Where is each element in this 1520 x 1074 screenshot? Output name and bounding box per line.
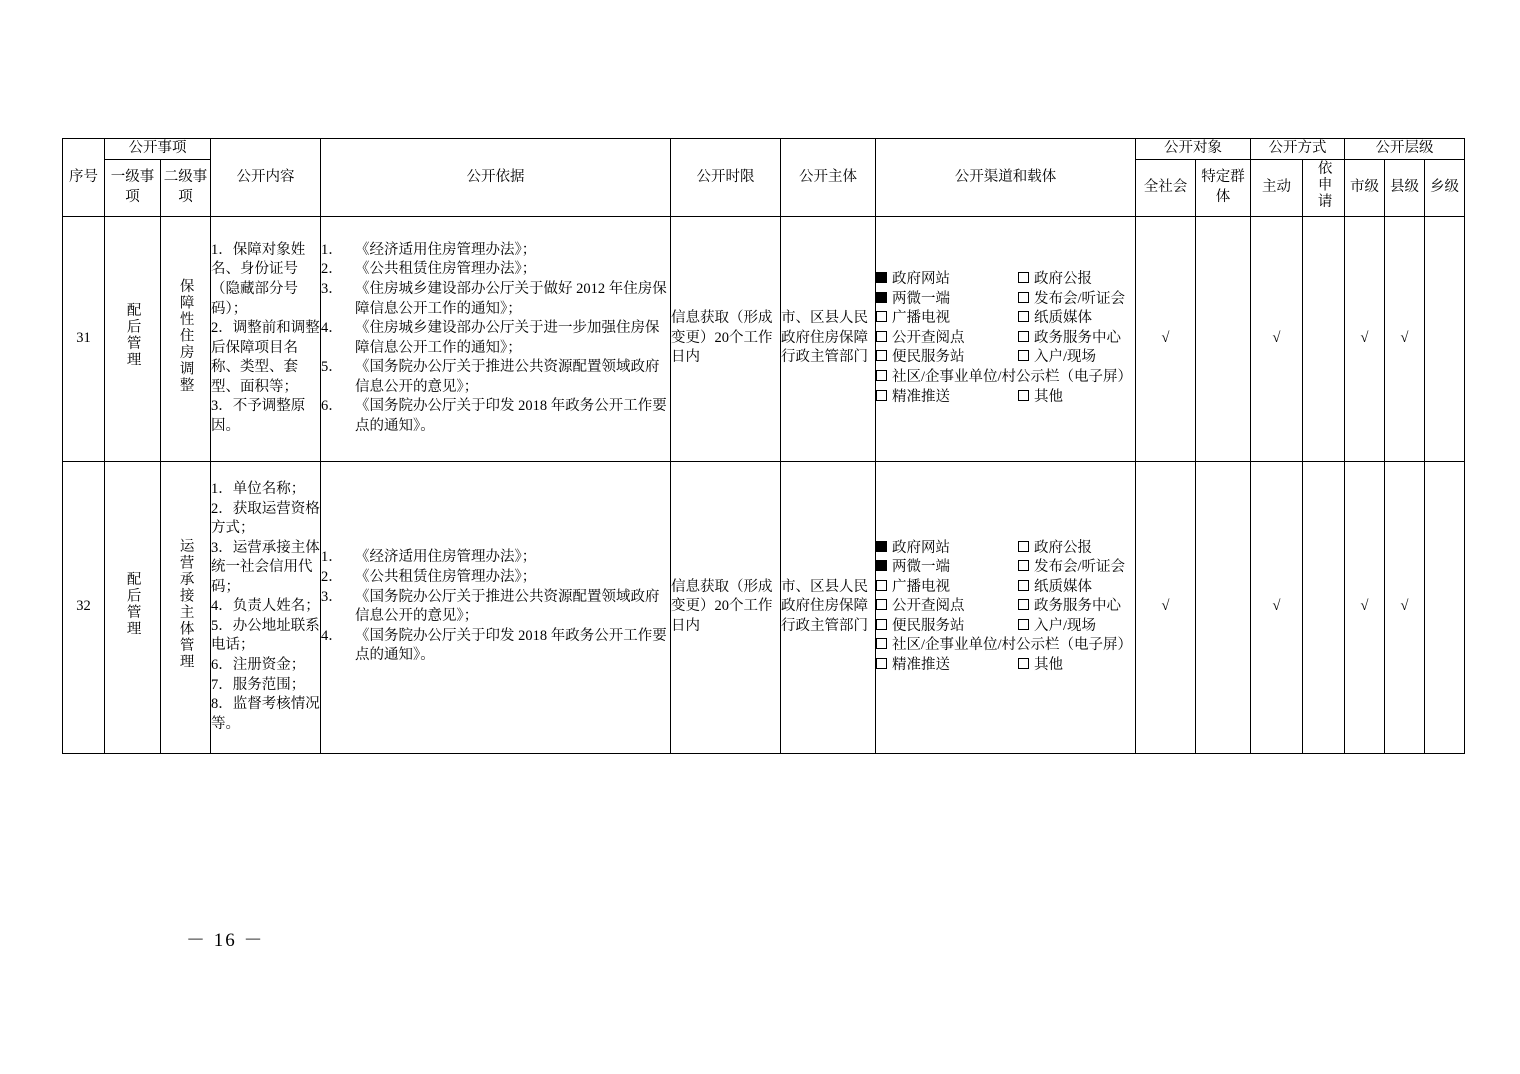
- page-number: － 16 －: [186, 930, 265, 951]
- basis-item: 3． 《住房城乡建设部办公厅关于做好 2012 年住房保障信息公开工作的通知》；: [321, 280, 667, 317]
- channel-option-two-wei-one-end[interactable]: 两微一端: [876, 558, 1018, 578]
- header-level-county: 县级: [1385, 159, 1425, 216]
- row-level-county: √: [1385, 216, 1425, 461]
- checkbox-icon[interactable]: [876, 580, 887, 591]
- channel-option-convenience-station[interactable]: 便民服务站: [876, 617, 1018, 637]
- channel-line: [876, 329, 1135, 349]
- header-subject: 公开主体: [781, 139, 876, 217]
- content-item: 3．不予调整原因。: [211, 398, 306, 434]
- checkbox-icon[interactable]: [1018, 350, 1029, 361]
- content-item: 4．负责人姓名；: [211, 598, 320, 615]
- checkbox-icon[interactable]: [876, 350, 887, 361]
- header-level2: 二级事项: [161, 159, 211, 216]
- content-item: 5．办公地址联系电话；: [211, 617, 320, 654]
- content-item: 8．监督考核情况等。: [211, 696, 320, 732]
- checkbox-icon[interactable]: [876, 272, 887, 283]
- channel-line: [876, 656, 1135, 676]
- header-method-active: 主动: [1251, 159, 1303, 216]
- row-level2: 运营承接主体管理: [161, 461, 211, 753]
- checkbox-icon[interactable]: [876, 292, 887, 303]
- content-item: 1．保障对象姓名、身份证号（隐藏部分号码）；: [211, 241, 306, 317]
- checkbox-icon[interactable]: [876, 658, 887, 669]
- header-seq: 序号: [63, 139, 105, 217]
- channel-line: [876, 309, 1135, 329]
- header-method-group: 公开方式: [1251, 139, 1345, 160]
- disclosure-table: [62, 138, 1465, 754]
- checkbox-icon[interactable]: [1018, 560, 1029, 571]
- channel-option-gov-website[interactable]: 政府网站: [876, 539, 1018, 559]
- channel-option-paper-media[interactable]: 纸质媒体: [1018, 309, 1135, 329]
- checkbox-icon[interactable]: [876, 560, 887, 571]
- header-public-item-group: 公开事项: [105, 139, 211, 160]
- channel-line: [876, 578, 1135, 598]
- row-basis: [321, 216, 671, 461]
- channel-option-other[interactable]: 其他: [1018, 656, 1135, 676]
- row-level-city: √: [1345, 216, 1385, 461]
- channel-line: [876, 539, 1135, 559]
- row-level1: 配后管理: [105, 216, 161, 461]
- row-audience-specific: [1196, 461, 1251, 753]
- table-row: [63, 216, 1465, 461]
- row-subject: 市、区县人民政府住房保障行政主管部门: [781, 216, 876, 461]
- row-level1: 配后管理: [105, 461, 161, 753]
- channel-option-press-conference[interactable]: 发布会/听证会: [1018, 290, 1135, 310]
- header-audience-specific: 特定群体: [1196, 159, 1251, 216]
- row-seq: 31: [63, 216, 105, 461]
- checkbox-icon[interactable]: [876, 638, 887, 649]
- checkbox-icon[interactable]: [1018, 390, 1029, 401]
- row-method-active: √: [1251, 461, 1303, 753]
- channel-line: [876, 636, 1135, 656]
- row-time-limit: 信息获取（形成变更）20个工作日内: [671, 461, 781, 753]
- checkbox-icon[interactable]: [1018, 599, 1029, 610]
- channel-option-other[interactable]: 其他: [1018, 388, 1135, 408]
- channel-option-community-bulletin[interactable]: 社区/企事业单位/村公示栏（电子屏）: [876, 636, 1135, 656]
- checkbox-icon[interactable]: [876, 331, 887, 342]
- channel-option-service-center[interactable]: 政务服务中心: [1018, 597, 1135, 617]
- checkbox-icon[interactable]: [1018, 331, 1029, 342]
- header-level-group: 公开层级: [1345, 139, 1465, 160]
- checkbox-icon[interactable]: [876, 541, 887, 552]
- channel-line: [876, 270, 1135, 290]
- channel-option-door-to-door[interactable]: 入户/现场: [1018, 348, 1135, 368]
- basis-item: 6． 《国务院办公厅关于印发 2018 年政务公开工作要点的通知》。: [321, 398, 667, 434]
- channel-option-paper-media[interactable]: 纸质媒体: [1018, 578, 1135, 598]
- row-content: [211, 216, 321, 461]
- channel-option-broadcast-tv[interactable]: 广播电视: [876, 578, 1018, 598]
- row-level-city: √: [1345, 461, 1385, 753]
- basis-item: 5． 《国务院办公厅关于推进公共资源配置领域政府信息公开的意见》；: [321, 359, 660, 395]
- row-basis: [321, 461, 671, 753]
- table-header-row-1: [63, 139, 1465, 160]
- checkbox-icon[interactable]: [1018, 272, 1029, 283]
- row-method-on-request: [1303, 216, 1345, 461]
- row-content: [211, 461, 321, 753]
- channel-option-convenience-station[interactable]: 便民服务站: [876, 348, 1018, 368]
- checkbox-icon[interactable]: [1018, 541, 1029, 552]
- basis-item: 1． 《经济适用住房管理办法》；: [321, 549, 537, 566]
- content-item: 3．运营承接主体统一社会信用代码；: [211, 539, 320, 595]
- channel-option-gov-website[interactable]: 政府网站: [876, 270, 1018, 290]
- content-item: 2．调整前和调整后保障项目名称、类型、套型、面积等；: [211, 320, 320, 395]
- checkbox-icon[interactable]: [1018, 292, 1029, 303]
- checkbox-icon[interactable]: [1018, 580, 1029, 591]
- checkbox-icon[interactable]: [876, 370, 887, 381]
- header-level1: 一级事项: [105, 159, 161, 216]
- channel-option-door-to-door[interactable]: 入户/现场: [1018, 617, 1135, 637]
- content-item: 1．单位名称；: [211, 480, 306, 497]
- row-time-limit: 信息获取（形成变更）20个工作日内: [671, 216, 781, 461]
- content-item: 2．获取运营资格方式；: [211, 500, 320, 537]
- content-item: 7．服务范围；: [211, 676, 306, 693]
- channel-option-gov-gazette[interactable]: 政府公报: [1018, 539, 1135, 559]
- row-level-town: [1425, 216, 1465, 461]
- header-audience-all: 全社会: [1136, 159, 1196, 216]
- header-channels: 公开渠道和载体: [876, 139, 1136, 217]
- row-audience-all: √: [1136, 461, 1196, 753]
- channel-line: [876, 388, 1135, 408]
- channel-option-two-wei-one-end[interactable]: 两微一端: [876, 290, 1018, 310]
- channel-option-precise-push[interactable]: 精准推送: [876, 656, 1018, 676]
- channel-option-public-reading-point[interactable]: 公开查阅点: [876, 597, 1018, 617]
- basis-item: 4． 《国务院办公厅关于印发 2018 年政务公开工作要点的通知》。: [321, 627, 667, 664]
- channel-option-gov-gazette[interactable]: 政府公报: [1018, 270, 1135, 290]
- channel-option-service-center[interactable]: 政务服务中心: [1018, 329, 1135, 349]
- basis-item: 2． 《公共租赁住房管理办法》；: [321, 261, 537, 278]
- channel-line: [876, 368, 1135, 388]
- row-level-county: √: [1385, 461, 1425, 753]
- checkbox-icon[interactable]: [876, 311, 887, 322]
- basis-item: 1． 《经济适用住房管理办法》；: [321, 241, 537, 258]
- header-time-limit: 公开时限: [671, 139, 781, 217]
- header-method-on-request: 依申请: [1303, 159, 1345, 216]
- row-seq: 32: [63, 461, 105, 753]
- table-row: [63, 461, 1465, 753]
- row-audience-all: √: [1136, 216, 1196, 461]
- row-level2: 保障性住房调整: [161, 216, 211, 461]
- basis-item: 3． 《国务院办公厅关于推进公共资源配置领域政府信息公开的意见》；: [321, 588, 660, 625]
- row-level-town: [1425, 461, 1465, 753]
- row-channels: [876, 461, 1136, 753]
- row-method-active: √: [1251, 216, 1303, 461]
- row-subject: 市、区县人民政府住房保障行政主管部门: [781, 461, 876, 753]
- channel-option-press-conference[interactable]: 发布会/听证会: [1018, 558, 1135, 578]
- checkbox-icon[interactable]: [1018, 311, 1029, 322]
- header-level-city: 市级: [1345, 159, 1385, 216]
- content-item: 6．注册资金；: [211, 657, 306, 674]
- checkbox-icon[interactable]: [876, 390, 887, 401]
- channel-line: [876, 290, 1135, 310]
- channel-line: [876, 558, 1135, 578]
- checkbox-icon[interactable]: [876, 599, 887, 610]
- channel-line: [876, 348, 1135, 368]
- channel-option-public-reading-point[interactable]: 公开查阅点: [876, 329, 1018, 349]
- checkbox-icon[interactable]: [876, 619, 887, 630]
- checkbox-icon[interactable]: [1018, 619, 1029, 630]
- row-method-on-request: [1303, 461, 1345, 753]
- row-audience-specific: [1196, 216, 1251, 461]
- basis-item: 2． 《公共租赁住房管理办法》；: [321, 569, 537, 585]
- channel-line: [876, 597, 1135, 617]
- channel-line: [876, 617, 1135, 637]
- header-audience-group: 公开对象: [1136, 139, 1251, 160]
- row-channels: [876, 216, 1136, 461]
- header-level-town: 乡级: [1425, 159, 1465, 216]
- channel-option-broadcast-tv[interactable]: 广播电视: [876, 309, 1018, 329]
- channel-option-community-bulletin[interactable]: 社区/企事业单位/村公示栏（电子屏）: [876, 368, 1135, 388]
- checkbox-icon[interactable]: [1018, 658, 1029, 669]
- header-basis: 公开依据: [321, 139, 671, 217]
- header-content: 公开内容: [211, 139, 321, 217]
- basis-item: 4． 《住房城乡建设部办公厅关于进一步加强住房保障信息公开工作的通知》；: [321, 320, 660, 356]
- channel-option-precise-push[interactable]: 精准推送: [876, 388, 1018, 408]
